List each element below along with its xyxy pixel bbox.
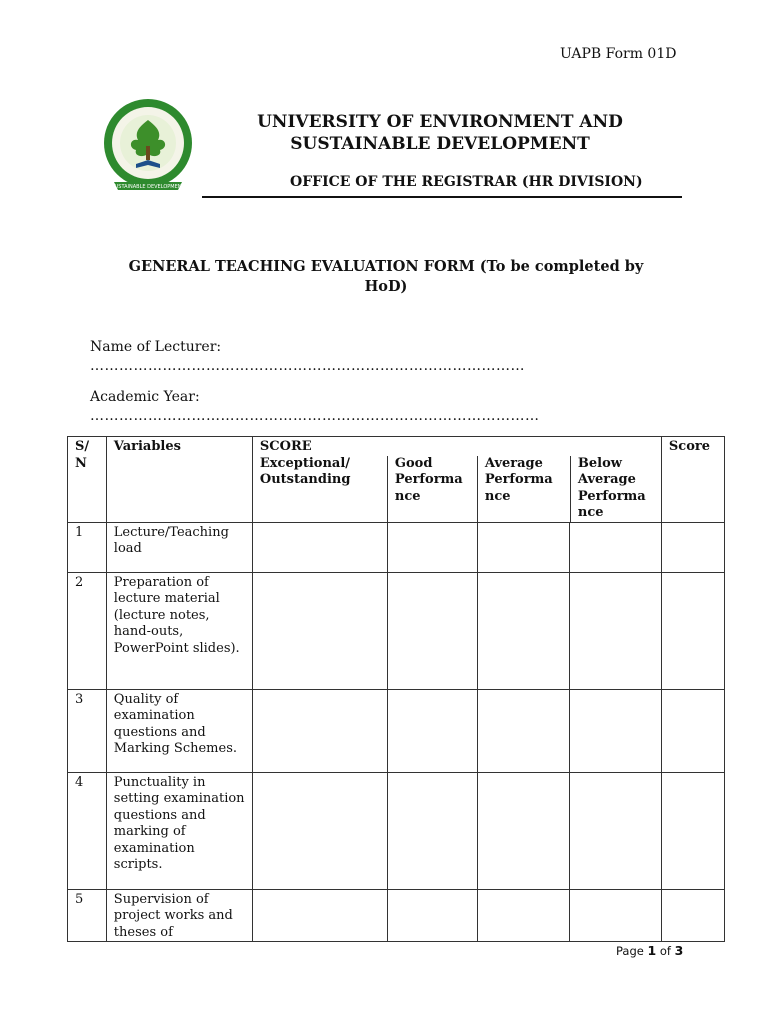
table-header-row [68, 437, 725, 523]
row-variable: Punctuality in setting examination questions and marking of examination scripts. [106, 772, 252, 889]
office-title: OFFICE OF THE REGISTRAR (HR DIVISION) [290, 174, 643, 190]
row-variable: Lecture/Teaching load [106, 522, 252, 572]
cell-good[interactable] [387, 772, 477, 889]
university-logo [100, 98, 196, 194]
cell-below-average[interactable] [570, 572, 662, 689]
cell-exceptional[interactable] [252, 772, 387, 889]
row-number: 2 [68, 572, 107, 689]
cell-exceptional[interactable] [252, 889, 387, 942]
row-variable: Quality of examination questions and Marking Schemes. [106, 689, 252, 772]
page-of: of [659, 944, 671, 958]
cell-score[interactable] [661, 889, 724, 942]
evaluation-table [67, 436, 725, 942]
academic-year-label: Academic Year: [90, 389, 200, 405]
row-number: 1 [68, 522, 107, 572]
academic-year-dots[interactable]: ………………………………………………………………………………… [90, 408, 540, 424]
header-divider [202, 196, 682, 198]
cell-below-average[interactable] [570, 889, 662, 942]
row-variable: Preparation of lecture material (lecture notes, hand-outs, PowerPoint slides). [106, 572, 252, 689]
header-sn: S/ N [68, 437, 107, 523]
form-code: UAPB Form 01D [560, 46, 677, 62]
university-line-2: SUSTAINABLE DEVELOPMENT [290, 134, 590, 154]
header-below-average: Below Average Performa nce [577, 455, 646, 520]
header-variables: Variables [106, 437, 252, 523]
page-word: Page [616, 944, 644, 958]
form-title [108, 257, 664, 297]
row-number: 3 [68, 689, 107, 772]
logo-ribbon-text: SUSTAINABLE DEVELOPMENT [111, 184, 185, 190]
cell-good[interactable] [387, 889, 477, 942]
table-row [68, 689, 725, 772]
table-row [68, 572, 725, 689]
cell-good[interactable] [387, 689, 477, 772]
university-line-1: UNIVERSITY OF ENVIRONMENT AND [257, 112, 623, 132]
cell-average[interactable] [477, 572, 570, 689]
form-title-line-1: GENERAL TEACHING EVALUATION FORM (To be completed by [128, 258, 644, 275]
table-row [68, 772, 725, 889]
cell-score[interactable] [661, 522, 724, 572]
academic-year-field[interactable] [90, 388, 550, 426]
table-row [68, 889, 725, 942]
cell-score[interactable] [661, 772, 724, 889]
cell-average[interactable] [477, 889, 570, 942]
row-number: 5 [68, 889, 107, 942]
cell-good[interactable] [387, 572, 477, 689]
cell-exceptional[interactable] [252, 572, 387, 689]
form-title-line-2: HoD) [364, 278, 408, 295]
cell-score[interactable] [661, 572, 724, 689]
header-average: Average Performa nce [478, 456, 571, 522]
lecturer-name-field[interactable] [90, 338, 550, 376]
lecturer-name-label: Name of Lecturer: [90, 339, 222, 355]
cell-below-average[interactable] [570, 522, 662, 572]
page-current: 1 [647, 943, 657, 958]
cell-score[interactable] [661, 689, 724, 772]
page-number [616, 943, 683, 958]
header-good: Good Performa nce [388, 456, 478, 522]
header-score-group [252, 437, 661, 523]
page-total: 3 [674, 943, 684, 958]
cell-average[interactable] [477, 772, 570, 889]
header-score-subheaders [253, 456, 661, 522]
cell-average[interactable] [477, 522, 570, 572]
cell-exceptional[interactable] [252, 522, 387, 572]
cell-below-average[interactable] [570, 689, 662, 772]
header-score-title: SCORE [259, 439, 312, 454]
header-exceptional: Exceptional/ Outstanding [253, 456, 388, 522]
university-name [230, 111, 650, 155]
header-score: Score [661, 437, 724, 523]
cell-exceptional[interactable] [252, 689, 387, 772]
cell-average[interactable] [477, 689, 570, 772]
cell-good[interactable] [387, 522, 477, 572]
table-row [68, 522, 725, 572]
lecturer-name-dots[interactable]: ……………………………………………………………………………… [90, 358, 525, 374]
row-variable: Supervision of project works and theses of [106, 889, 252, 942]
cell-below-average[interactable] [570, 772, 662, 889]
row-number: 4 [68, 772, 107, 889]
